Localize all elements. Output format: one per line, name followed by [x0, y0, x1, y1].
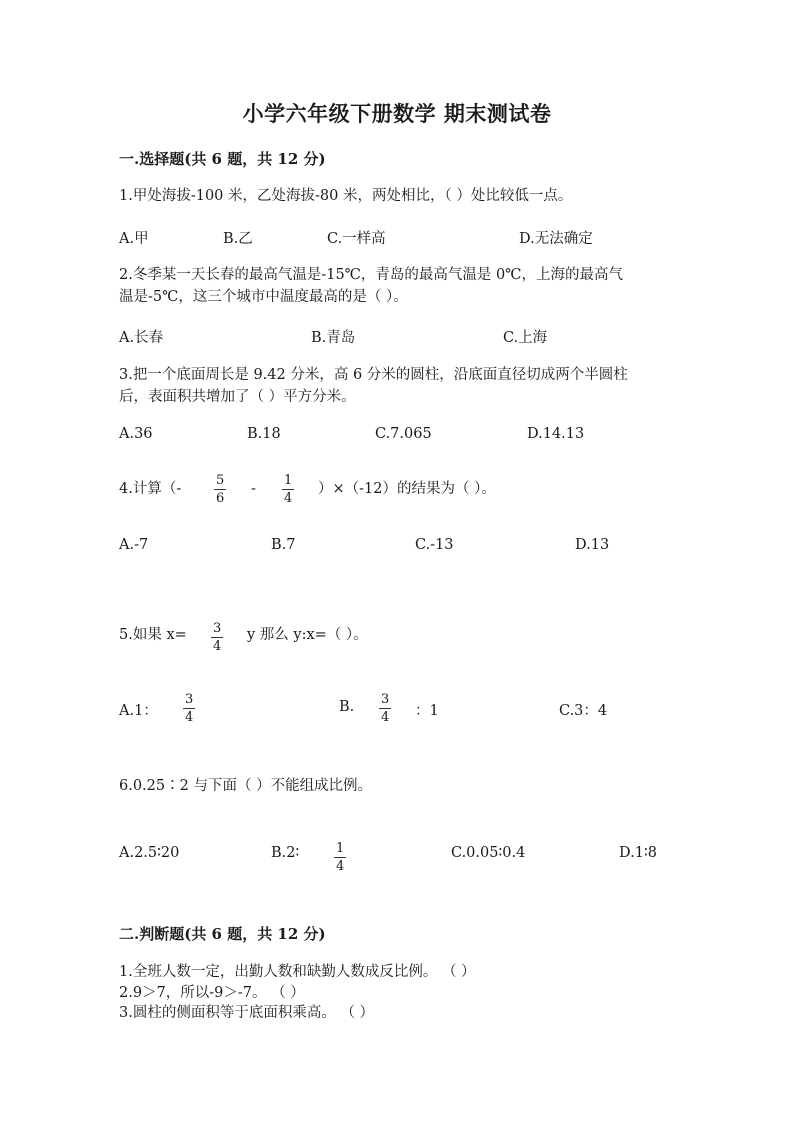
- question-4-fraction-2: [282, 472, 294, 507]
- question-3-option-b[interactable]: B.18: [247, 426, 281, 442]
- question-5-option-a-prefix[interactable]: A.1：: [119, 703, 158, 719]
- section-heading-judgement: 二.判断题(共 6 题，共 12 分): [119, 925, 326, 943]
- fraction-numerator: 3: [213, 621, 222, 636]
- question-4-option-a[interactable]: A.-7: [119, 537, 149, 553]
- question-6-text: 6.0.25∶2 与下面（ ）不能组成比例。: [119, 778, 373, 794]
- question-4-option-c[interactable]: C.-13: [415, 537, 454, 553]
- judgement-item-1: 1.全班人数一定，出勤人数和缺勤人数成反比例。 （ ）: [119, 964, 476, 980]
- question-4-prefix: 4.计算（-: [119, 481, 182, 497]
- question-5-option-b-prefix[interactable]: B.: [339, 699, 355, 715]
- question-3-option-a[interactable]: A.36: [119, 426, 153, 442]
- question-2-line-2: 温是-5℃，这三个城市中温度最高的是（ ）。: [119, 289, 408, 305]
- question-6-option-d[interactable]: D.1∶8: [619, 845, 657, 861]
- question-2-option-b[interactable]: B.青岛: [311, 330, 356, 346]
- question-5-suffix: y 那么 y:x=（ ）。: [247, 627, 368, 643]
- fraction-numerator: 5: [216, 473, 225, 488]
- fraction-denominator: 4: [185, 710, 194, 725]
- question-4-minus: -: [251, 481, 256, 497]
- question-5-option-b-suffix[interactable]: ：1: [415, 703, 439, 719]
- question-5-option-c[interactable]: C.3：4: [559, 703, 608, 719]
- question-1-option-a[interactable]: A.甲: [119, 231, 149, 247]
- fraction-denominator: 4: [336, 859, 345, 874]
- question-6-option-b-prefix[interactable]: B.2∶: [271, 845, 300, 861]
- fraction-numerator: 1: [284, 473, 293, 488]
- question-3-option-d[interactable]: D.14.13: [527, 426, 585, 442]
- question-4-option-d[interactable]: D.13: [575, 537, 610, 553]
- question-2-option-c[interactable]: C.上海: [503, 330, 548, 346]
- question-4-suffix: ）×（-12）的结果为（ ）。: [318, 481, 496, 497]
- question-5-option-b-fraction: [379, 691, 391, 726]
- question-1-option-d[interactable]: D.无法确定: [519, 231, 593, 247]
- question-2-line-1: 2.冬季某一天长春的最高气温是-15℃，青岛的最高气温是 0℃，上海的最高气: [119, 267, 623, 283]
- question-6-option-c[interactable]: C.0.05∶0.4: [451, 845, 526, 861]
- fraction-denominator: 4: [284, 491, 293, 506]
- fraction-numerator: 3: [185, 692, 194, 707]
- question-6-option-a[interactable]: A.2.5∶20: [119, 845, 180, 861]
- question-6-option-b-fraction: [334, 840, 346, 875]
- question-5-fraction: [211, 620, 223, 655]
- question-3-line-2: 后，表面积共增加了（ ）平方分米。: [119, 389, 356, 405]
- question-3-option-c[interactable]: C.7.065: [375, 426, 432, 442]
- question-1-text: 1.甲处海拔-100 米，乙处海拔-80 米，两处相比，（ ）处比较低一点。: [119, 188, 573, 204]
- section-heading-choice: 一.选择题(共 6 题，共 12 分): [119, 150, 326, 168]
- fraction-numerator: 3: [381, 692, 390, 707]
- question-1-option-b[interactable]: B.乙: [223, 231, 253, 247]
- fraction-denominator: 4: [381, 710, 390, 725]
- fraction-denominator: 6: [216, 491, 225, 506]
- question-3-line-1: 3.把一个底面周长是 9.42 分米，高 6 分米的圆柱，沿底面直径切成两个半圆柱: [119, 367, 628, 383]
- fraction-numerator: 1: [336, 841, 345, 856]
- page-title: 小学六年级下册数学 期末测试卷: [242, 101, 552, 126]
- fraction-denominator: 4: [213, 639, 222, 654]
- judgement-item-3: 3.圆柱的侧面积等于底面积乘高。 （ ）: [119, 1005, 375, 1021]
- question-4-option-b[interactable]: B.7: [271, 537, 296, 553]
- question-1-option-c[interactable]: C.一样高: [327, 231, 386, 247]
- question-5-option-a-fraction: [183, 691, 195, 726]
- question-2-option-a[interactable]: A.长春: [119, 330, 164, 346]
- judgement-item-2: 2.9＞7，所以-9＞-7。 （ ）: [119, 985, 305, 1001]
- question-5-prefix: 5.如果 x=: [119, 627, 187, 643]
- question-4-fraction-1: [214, 472, 226, 507]
